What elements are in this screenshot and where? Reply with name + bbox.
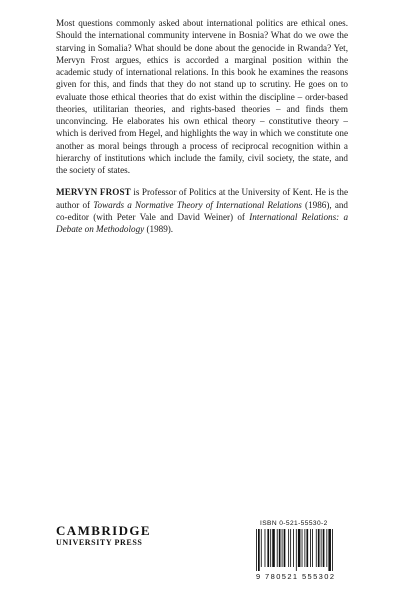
- author-bio: [56, 186, 348, 235]
- isbn-label: ISBN 0-521-55530-2: [260, 520, 328, 527]
- barcode-number: 9 780521 555302: [256, 572, 336, 581]
- description-paragraph: Most questions commonly asked about international politics are ethical ones. Should the international community intervene in Bosnia? What do we owe the starving in Somalia? What should be done about the genocide in Rwanda? Yet, Mervyn Frost argues, ethics is accorded a marginal position within the academic study of international relations. In this book he examines the reasons given for this, and finds that they do not stand up to scrutiny. He goes on to evaluate those ethical theories that do exist within the discipline – order-based theories, utilitarian theories, and rights-based theories – and finds them unconvincing. He elaborates his own ethical theory – constitutive theory – which is derived from Hegel, and highlights the way in which we constitute one another as moral beings through a process of reciprocal recognition within a hierarchy of institutions which include the family, civil society, the state, and the society of states.: [56, 18, 348, 175]
- author-bio-text-1: is Professor of Politics at the University of Kent. He is the author of: [56, 187, 349, 210]
- author-name: MERVYN FROST: [56, 187, 131, 198]
- barcode-block: [254, 520, 350, 581]
- back-cover-text: [56, 17, 348, 245]
- author-bio-text-2: (1986), and co-editor (with Peter Vale and David Weiner) of: [56, 199, 348, 222]
- book-title-2: International Relations: a Debate on Methodology: [56, 211, 349, 234]
- barcode-icon: [254, 529, 350, 571]
- publisher-name-line2: UNIVERSITY PRESS: [56, 538, 143, 547]
- publisher-logo: [56, 524, 166, 548]
- author-bio-text-3: (1989).: [144, 224, 174, 234]
- publisher-name-line1: CAMBRIDGE: [56, 523, 151, 538]
- book-title-1: Towards a Normative Theory of International Relations: [93, 199, 302, 210]
